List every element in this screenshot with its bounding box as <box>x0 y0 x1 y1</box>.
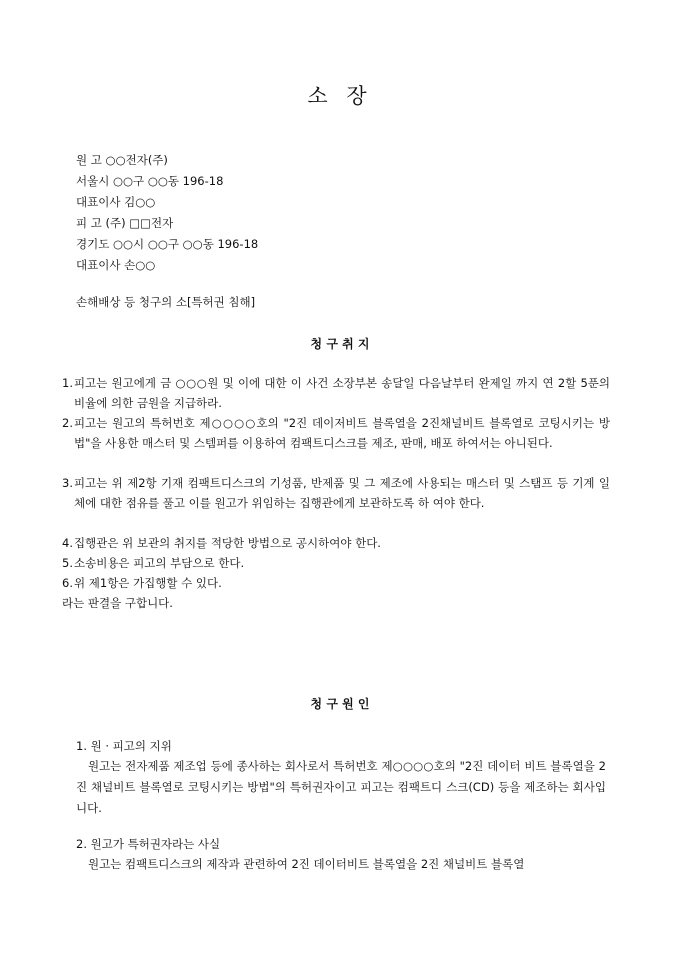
claim-item <box>62 473 610 513</box>
claim-text: 피고는 위 제2항 기재 컴팩트디스크의 기성품, 반제품 및 그 제조에 사용되는 매스터 및 스탬프 등 기계 일체에 대한 점유를 풀고 이를 원고가 위임하는 집행관에게 보관하도록 하 여야 한다. <box>74 476 610 510</box>
claim-text: 소송비용은 피고의 부담으로 한다. <box>74 556 245 570</box>
claim-text: 집행관은 위 보관의 취지를 적당한 방법으로 공시하여야 한다. <box>74 536 381 550</box>
claim-item <box>62 413 610 453</box>
claim-number: 1. <box>62 376 73 390</box>
judgment-request: 라는 판결을 구합니다. <box>62 596 173 610</box>
plaintiff-line: 원 고 ○○전자(주) <box>76 153 168 167</box>
defendant-address: 경기도 ○○시 ○○구 ○○동 196-18 <box>76 237 259 251</box>
claim-number: 5. <box>62 556 73 570</box>
claim-text: 피고는 원고에게 금 ○○○원 및 이에 대한 이 사건 소장부본 송달일 다음날부터 완제일 까지 연 2할 5푼의 비율에 의한 금원을 지급하라. <box>74 376 610 410</box>
claim-number: 3. <box>62 476 73 490</box>
document-title: 소 장 <box>307 84 373 108</box>
defendant-line: 피 고 (주) □□전자 <box>76 216 174 230</box>
claims-heading: 청 구 취 지 <box>310 337 370 351</box>
claim-number: 2. <box>62 416 73 430</box>
claim-number: 6. <box>62 576 73 590</box>
case-name: 손해배상 등 청구의 소[특허권 침해] <box>76 295 256 309</box>
claim-number: 4. <box>62 536 73 550</box>
plaintiff-address: 서울시 ○○구 ○○동 196-18 <box>76 174 224 188</box>
claim-item <box>62 553 610 573</box>
claim-text: 위 제1항은 가집행할 수 있다. <box>74 576 222 590</box>
claim-text: 피고는 원고의 특허번호 제○○○○호의 "2진 데이저비트 블록열을 2진채널비트 블록열로 코팅시키는 방법"을 사용한 매스터 및 스템퍼를 이용하여 컴팩트디스크를 제조, 판매, 배포 하여서는 아니된다. <box>74 416 610 450</box>
claim-item <box>62 373 610 413</box>
cause-paragraph: 원고는 전자제품 제조업 등에 종사하는 회사로서 특허번호 제○○○○호의 "2진 데이터 비트 블록열을 2진 채널비트 블록열로 코팅시키는 방법"의 특허권자이고 피고는 컴팩트디 스크(CD) 등을 제조하는 회사입니다. <box>76 759 606 815</box>
cause-paragraph: 원고는 컴팩트디스크의 제작과 관련하여 2진 데이터비트 블록열을 2진 채널비트 블록열 <box>88 857 525 871</box>
cause-title: 1. 원 · 피고의 지위 <box>76 739 172 753</box>
defendant-representative: 대표이사 손○○ <box>76 258 156 272</box>
claim-item <box>62 573 610 593</box>
cause-heading: 청 구 원 인 <box>310 697 370 711</box>
claim-item <box>62 533 610 553</box>
plaintiff-representative: 대표이사 김○○ <box>76 195 156 209</box>
cause-title: 2. 원고가 특허권자라는 사실 <box>76 837 221 851</box>
